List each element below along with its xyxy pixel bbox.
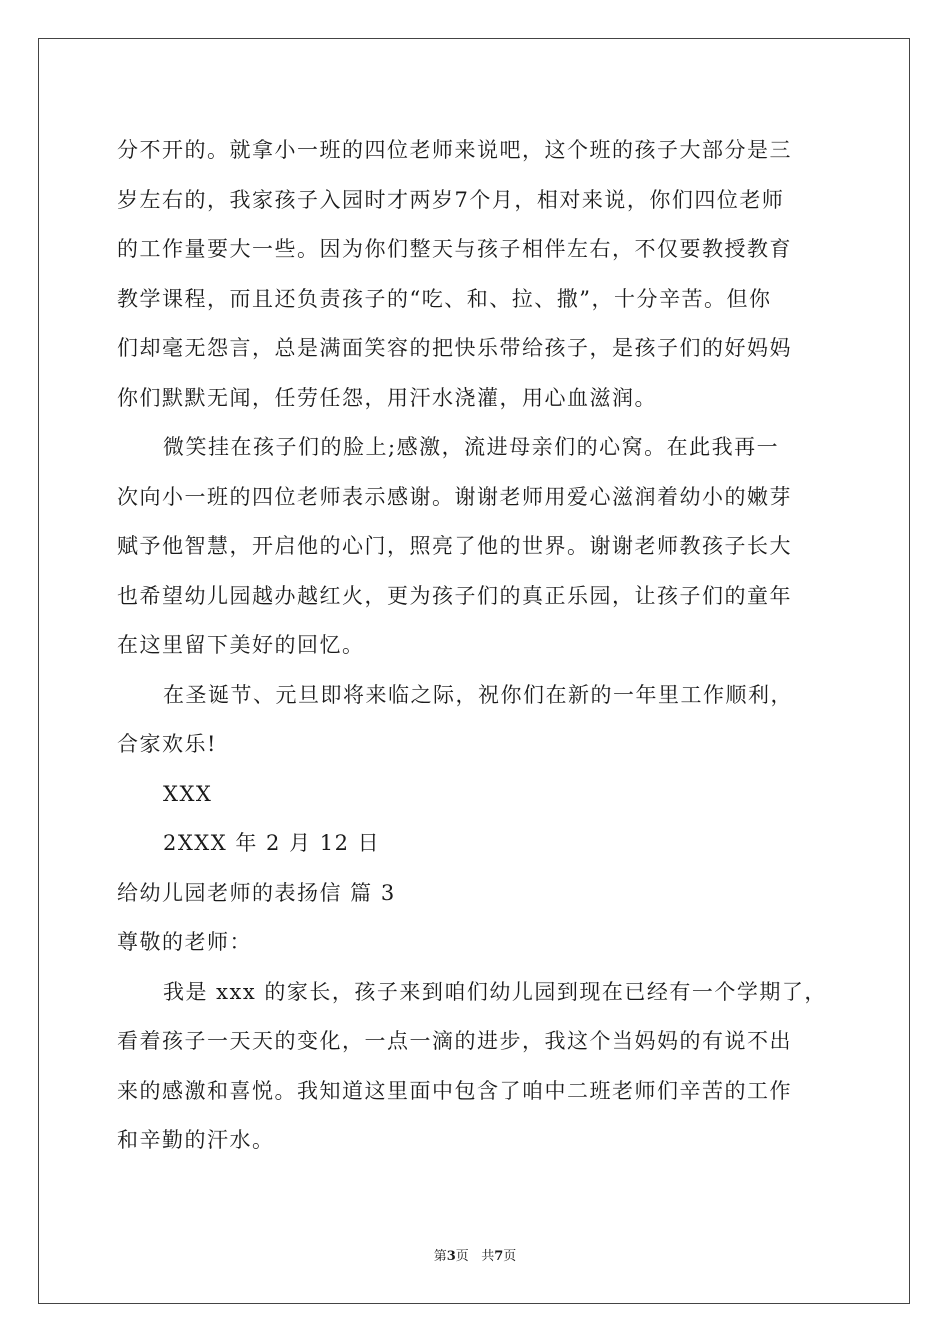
paragraph-start-line: 在圣诞节、元旦即将来临之际，祝你们在新的一年里工作顺利， [163,682,793,707]
total-prefix: 共 [481,1249,495,1264]
date-line: 2XXX 年 2 月 12 日 [163,831,381,855]
text-line: 赋予他智慧，开启他的心门，照亮了他的世界。谢谢老师教孩子长大 [117,534,792,558]
page-footer [0,1245,950,1264]
page-prefix: 第 [433,1249,447,1264]
page-suffix: 页 [455,1249,469,1264]
text-line: 分不开的。就拿小一班的四位老师来说吧，这个班的孩子大部分是三 [117,138,792,162]
section-heading: 给幼儿园老师的表扬信 篇 3 [117,880,396,905]
text-line: 合家欢乐! [117,732,217,756]
signature-line: XXX [163,781,213,806]
text-line: 也希望幼儿园越办越红火，更为孩子们的真正乐园，让孩子们的童年 [117,583,792,608]
text-line: 们却毫无怨言，总是满面笑容的把快乐带给孩子，是孩子们的好妈妈 [117,336,792,360]
total-suffix: 页 [503,1249,517,1264]
document-body [117,130,837,1170]
text-line: 在这里留下美好的回忆。 [117,633,365,657]
paragraph-start-line: 我是 xxx 的家长，孩子来到咱们幼儿园到现在已经有一个学期了， [163,979,827,1004]
paragraph-start-line: 微笑挂在孩子们的脸上;感激，流进母亲们的心窝。在此我再一 [163,435,780,459]
text-line: 你们默默无闻，任劳任怨，用汗水浇灌，用心血滋润。 [117,385,657,410]
salutation-line: 尊敬的老师： [117,930,252,954]
text-line: 和辛勤的汗水。 [117,1128,275,1152]
text-line: 教学课程，而且还负责孩子的“吃、和、拉、撒”，十分辛苦。但你 [117,286,772,311]
text-line: 来的感激和喜悦。我知道这里面中包含了咱中二班老师们辛苦的工作 [117,1078,792,1103]
page-current: 3 [446,1249,456,1264]
text-line: 次向小一班的四位老师表示感谢。谢谢老师用爱心滋润着幼小的嫩芽 [117,484,792,509]
text-line: 看着孩子一天天的变化，一点一滴的进步，我这个当妈妈的有说不出 [117,1029,792,1053]
page-total: 7 [494,1249,504,1264]
text-line: 的工作量要大一些。因为你们整天与孩子相伴左右，不仅要教授教育 [117,237,792,261]
text-line: 岁左右的，我家孩子入园时才两岁7个月，相对来说，你们四位老师 [117,187,785,212]
